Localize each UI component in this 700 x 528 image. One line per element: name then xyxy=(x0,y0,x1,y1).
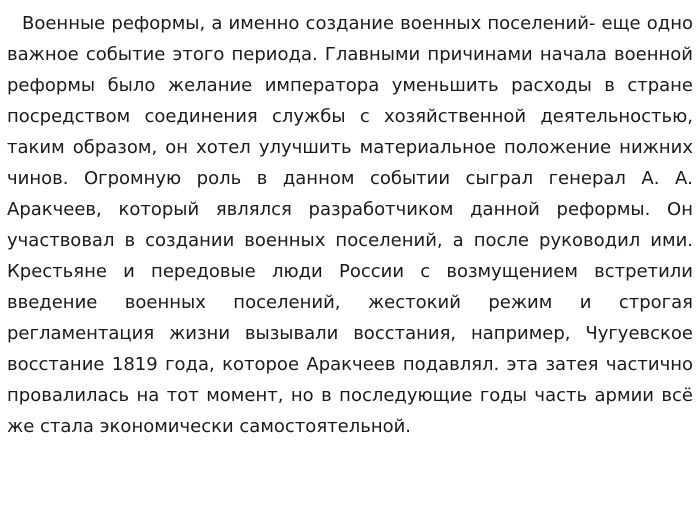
text-paragraph: Военные реформы, а именно создание военных поселений- еще одно важное событие этого периода. Главными причинами начала военной реформы было желание императора уменьшить расходы в стране посредством соединения службы с хозяйственной деятельностью, таким образом, он хотел улучшить материальное положение нижних чинов. Огромную роль в данном событии сыграл генерал А. А. Аракчеев, который являлся разработчиком данной реформы. Он участвовал в создании военных поселений, а после руководил ими. Крестьяне и передовые люди России с возмущением встретили введение военных поселений, жестокий режим и строгая регламентация жизни вызывали восстания, например, Чугуевское восстание 1819 года, которое Аракчеев подавлял. эта затея частично провалилась на тот момент, но в последующие годы часть армии всё же стала экономически самостоятельной. xyxy=(7,13,693,437)
document-body xyxy=(7,8,693,442)
